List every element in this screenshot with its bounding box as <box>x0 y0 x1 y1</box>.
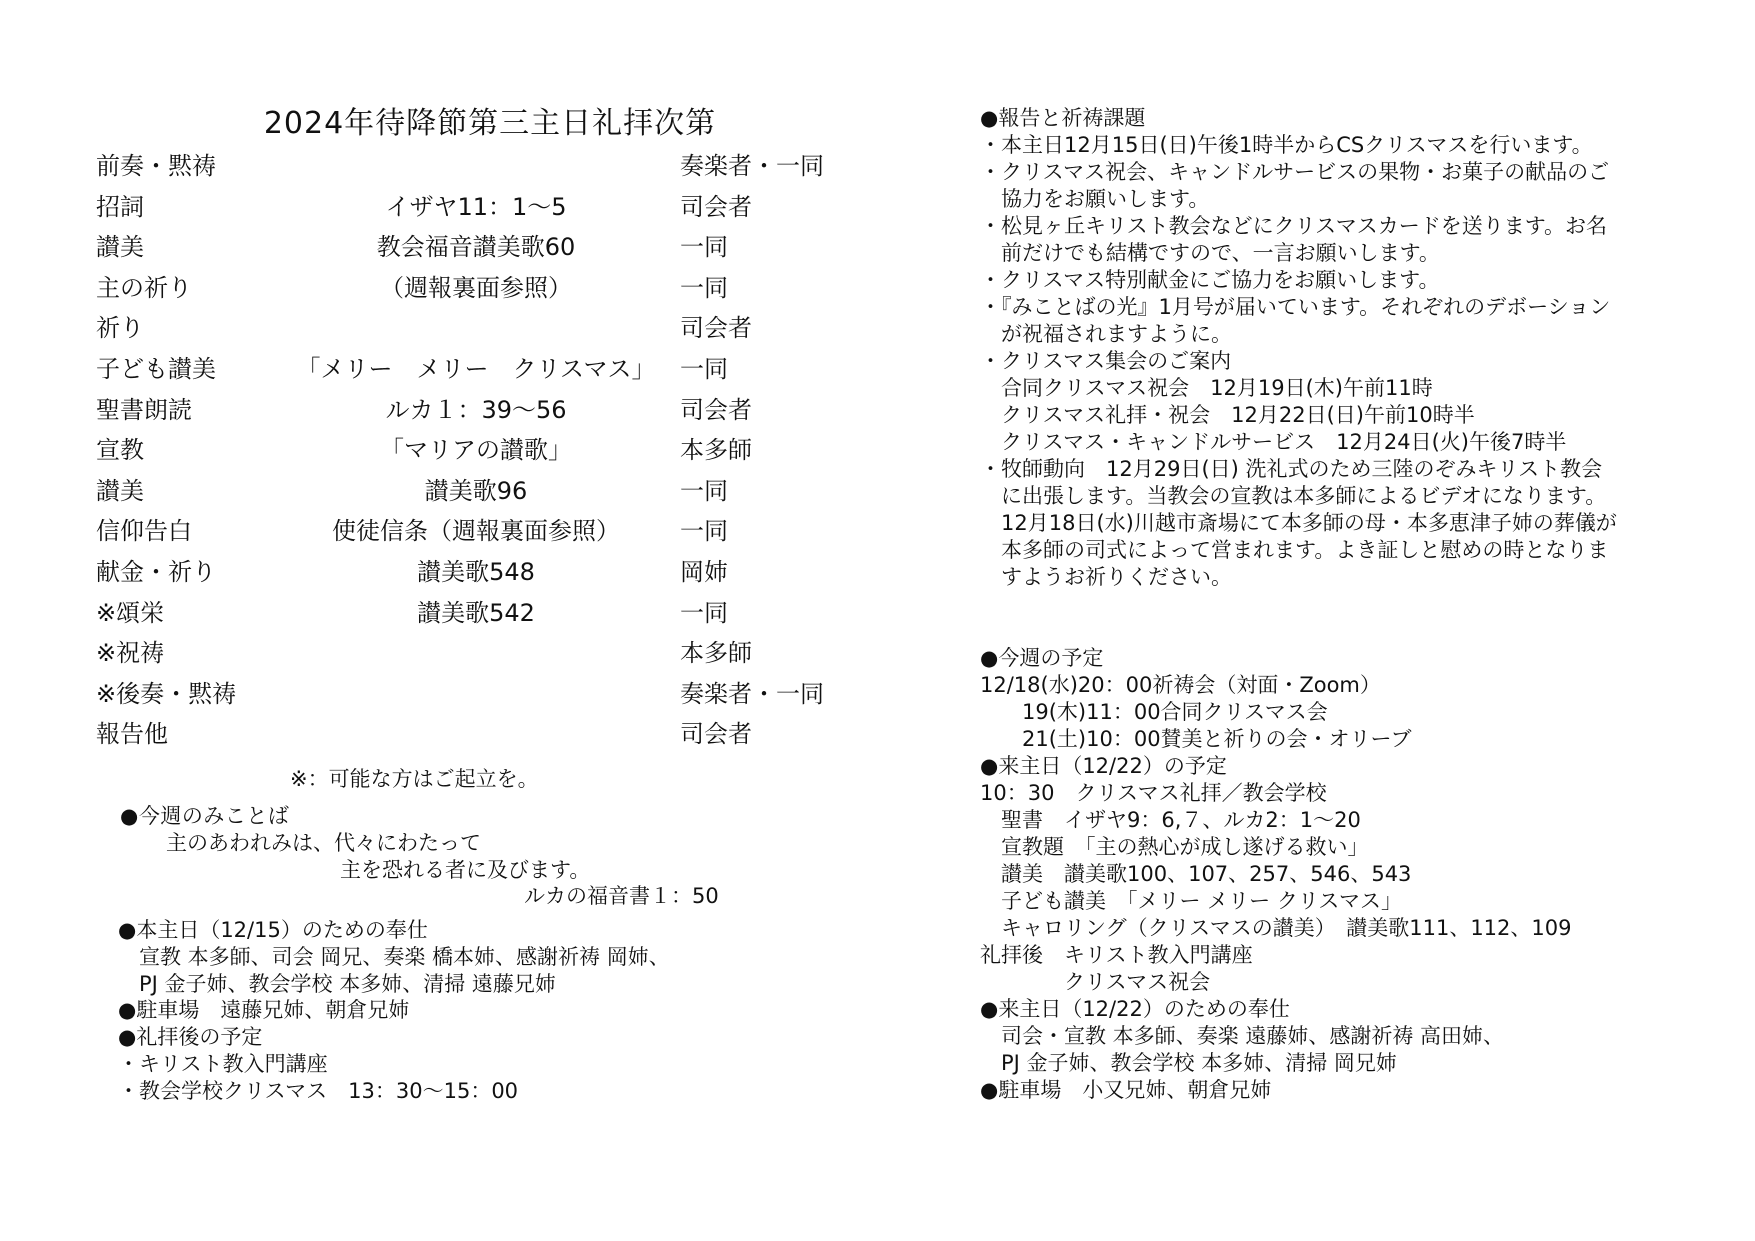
order-item-leader: 岡姉 <box>680 557 728 586</box>
order-item-detail: 讃美歌542 <box>417 598 535 627</box>
verse-line: 主のあわれみは、代々にわたって <box>166 830 481 855</box>
order-item-leader: 本多師 <box>680 639 752 668</box>
schedule-line: 子ども讃美 「メリー メリー クリスマス」 <box>980 889 1403 913</box>
schedule-line: 19(木)11：00合同クリスマス会 <box>980 700 1328 724</box>
schedule-section <box>980 642 1572 1101</box>
order-item-leader: 一同 <box>680 476 728 505</box>
report-line: に出張します。当教会の宣教は本多師によるビデオになります。 <box>980 484 1607 508</box>
order-item-leader: 一同 <box>680 354 728 383</box>
section-line: ●礼拝後の予定 <box>118 1025 263 1050</box>
report-line: 本多師の司式によって営まれます。よき証しと慰めの時となりま <box>980 538 1609 562</box>
order-item-detail: ルカ１：39〜56 <box>385 395 567 424</box>
order-item-name: ※後奏・黙祷 <box>96 679 237 708</box>
order-item-name: ※頌栄 <box>96 598 165 627</box>
order-item-leader: 司会者 <box>680 314 752 343</box>
schedule-line: PJ 金子姉、教会学校 本多姉、清掃 岡兄姉 <box>980 1051 1397 1075</box>
verse-line: 主を恐れる者に及びます。 <box>340 857 591 882</box>
order-item-detail: 讃美歌548 <box>417 557 535 586</box>
section-line: ●駐車場 遠藤兄姉、朝倉兄姉 <box>118 998 410 1023</box>
order-item-name: 献金・祈り <box>96 557 216 586</box>
report-line: ・クリスマス特別献金にご協力をお願いします。 <box>980 268 1440 292</box>
order-item-leader: 一同 <box>680 273 728 302</box>
report-line: ・松見ヶ丘キリスト教会などにクリスマスカードを送ります。お名 <box>980 214 1608 238</box>
order-row <box>96 142 856 183</box>
report-line: ・牧師動向 12月29日(日) 洗礼式のため三陸のぞみキリスト教会 <box>980 457 1603 481</box>
order-row <box>96 183 856 224</box>
verse-reference: ルカの福音書１：50 <box>524 884 719 909</box>
order-row <box>96 345 856 386</box>
schedule-line: 聖書 イザヤ9：6,７、ルカ2：1〜20 <box>980 808 1361 832</box>
order-item-detail: 使徒信条（週報裏面参照） <box>332 517 620 546</box>
schedule-line: 宣教題 「主の熱心が成し遂げる救い」 <box>980 835 1369 859</box>
report-line: 前だけでも結構ですので、一言お願いします。 <box>980 241 1440 265</box>
order-item-leader: 奏楽者・一同 <box>680 152 824 180</box>
order-row <box>96 629 856 670</box>
order-row <box>96 386 856 427</box>
order-item-leader: 一同 <box>680 233 728 262</box>
order-item-name: 報告他 <box>96 720 168 749</box>
order-item-detail: 讃美歌96 <box>424 476 528 505</box>
order-row <box>96 710 856 751</box>
order-item-name: 主の祈り <box>96 273 192 302</box>
order-item-name: 前奏・黙祷 <box>96 152 216 180</box>
verse-heading: ●今週のみことば <box>120 804 290 828</box>
page-title: 2024年待降節第三主日礼拝次第 <box>263 106 717 141</box>
order-row <box>96 670 856 711</box>
report-line: すようお祈りください。 <box>980 565 1232 589</box>
report-line: が祝福されますように。 <box>980 322 1232 346</box>
section-line: ●本主日（12/15）のための奉仕 <box>118 918 428 942</box>
order-item-detail: 「マリアの讃歌」 <box>380 436 572 465</box>
report-line: ・クリスマス集会のご案内 <box>980 349 1232 373</box>
order-item-detail: （週報裏面参照） <box>380 273 572 302</box>
order-item-name: 祈り <box>96 314 144 343</box>
order-item-name: 子ども讃美 <box>96 354 216 383</box>
order-item-detail: イザヤ11：1〜5 <box>385 192 567 221</box>
schedule-line: 讃美 讃美歌100、107、257、546、543 <box>980 862 1412 886</box>
order-item-leader: 司会者 <box>680 192 752 221</box>
order-item-name: 信仰告白 <box>96 517 192 546</box>
section-line: PJ 金子姉、教会学校 本多姉、清掃 遠藤兄姉 <box>118 971 556 996</box>
report-line: クリスマス礼拝・祝会 12月22日(日)午前10時半 <box>980 403 1475 427</box>
worship-order <box>96 142 856 751</box>
order-row <box>96 589 856 630</box>
report-line: ●報告と祈祷課題 <box>980 106 1146 130</box>
service-duties-section <box>118 914 670 1102</box>
schedule-line: 司会・宣教 本多師、奏楽 遠藤姉、感謝祈祷 高田姉、 <box>980 1024 1505 1048</box>
order-item-leader: 奏楽者・一同 <box>680 679 824 708</box>
order-row <box>96 264 856 305</box>
section-line: ・キリスト教入門講座 <box>118 1051 328 1076</box>
order-item-name: ※祝祷 <box>96 639 165 668</box>
order-item-name: 招詞 <box>96 192 144 221</box>
order-item-detail: 教会福音讃美歌60 <box>376 233 576 262</box>
report-line: 協力をお願いします。 <box>980 187 1210 211</box>
report-line: 合同クリスマス祝会 12月19日(木)午前11時 <box>980 376 1433 400</box>
order-item-name: 讃美 <box>96 233 144 262</box>
report-line: 12月18日(水)川越市斎場にて本多師の母・本多恵津子姉の葬儀が <box>980 511 1617 535</box>
report-line: ・『みことばの光』1月号が届いています。それぞれのデボーション <box>980 295 1611 319</box>
report-line: ・本主日12月15日(日)午後1時半からCSクリスマスを行います。 <box>980 133 1593 157</box>
order-row <box>96 548 856 589</box>
schedule-line: ●今週の予定 <box>980 646 1104 670</box>
order-item-name: 聖書朗読 <box>96 395 192 424</box>
order-row <box>96 223 856 264</box>
order-row <box>96 467 856 508</box>
section-line: 宣教 本多師、司会 岡兄、奏楽 橋本姉、感謝祈祷 岡姉、 <box>118 944 670 969</box>
schedule-line: 10：30 クリスマス礼拝／教会学校 <box>980 781 1327 805</box>
schedule-line: 21(土)10：00賛美と祈りの会・オリーブ <box>980 727 1412 751</box>
schedule-line: 礼拝後 キリスト教入門講座 <box>980 943 1253 967</box>
section-line: ・教会学校クリスマス 13：30〜15：00 <box>118 1078 519 1103</box>
order-item-leader: 本多師 <box>680 436 752 465</box>
order-item-leader: 司会者 <box>680 395 752 424</box>
order-item-name: 讃美 <box>96 476 144 505</box>
schedule-line: ●来主日（12/22）のための奉仕 <box>980 997 1290 1021</box>
report-line: クリスマス・キャンドルサービス 12月24日(火)午後7時半 <box>980 430 1567 454</box>
order-item-detail: 「メリー メリー クリスマス」 <box>296 354 656 383</box>
order-row <box>96 507 856 548</box>
order-item-name: 宣教 <box>96 436 144 465</box>
standing-note: ※：可能な方はご起立を。 <box>290 767 539 791</box>
schedule-line: ●駐車場 小又兄姉、朝倉兄姉 <box>980 1078 1272 1102</box>
order-item-leader: 一同 <box>680 598 728 627</box>
order-item-leader: 司会者 <box>680 720 752 749</box>
schedule-line: キャロリング（クリスマスの讃美） 讃美歌111、112、109 <box>980 916 1572 940</box>
report-line: ・クリスマス祝会、キャンドルサービスの果物・お菓子の献品のご <box>980 160 1610 184</box>
schedule-line: 12/18(水)20：00祈祷会（対面・Zoom） <box>980 673 1381 697</box>
order-row <box>96 426 856 467</box>
schedule-line: ●来主日（12/22）の予定 <box>980 754 1227 778</box>
order-row <box>96 304 856 345</box>
schedule-line: クリスマス祝会 <box>980 970 1211 994</box>
weekly-verse <box>120 800 719 907</box>
order-item-leader: 一同 <box>680 517 728 546</box>
reports-section <box>980 102 1617 588</box>
